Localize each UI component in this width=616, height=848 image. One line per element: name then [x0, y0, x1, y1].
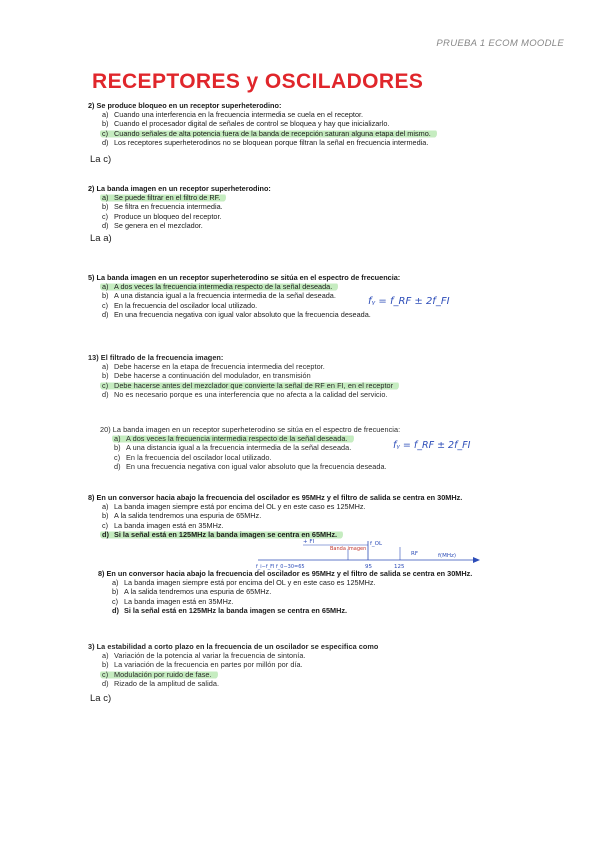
question-block-1: [88, 101, 437, 147]
page-title: RECEPTORES y OSCILADORES: [92, 70, 424, 93]
option-b: b) A una distancia igual a la frecuencia intermedia de la señal deseada.: [102, 291, 336, 301]
question-stem: 2) La banda imagen en un receptor superheterodino:: [88, 184, 271, 193]
handwritten-formula: fᵧ = f_RF ± 2f_FI: [368, 296, 450, 307]
question-block-7: [98, 569, 472, 615]
option-d: d) Se genera en el mezclador.: [102, 220, 203, 230]
option-c: c) La banda imagen está en 35MHz.: [112, 596, 234, 606]
image-band-label: Banda imagen: [330, 546, 367, 552]
axis-unit-label: f(MHz): [438, 553, 456, 559]
option-b: b) A la salida tendremos una espuria de 65MHz.: [102, 511, 262, 521]
option-d: d) Si la señal está en 125MHz la banda imagen se centra en 65MHz.: [112, 605, 348, 615]
question-stem: 20) La banda imagen en un receptor superheterodino se sitúa en el espectro de frecuencia:: [100, 425, 401, 434]
option-a: a) La banda imagen siempre está por encima del OL y en este caso es 125MHz.: [102, 502, 366, 512]
question-stem: 8) En un conversor hacia abajo la frecuencia del oscilador es 95MHz y el filtro de salida se centra en 30MHz.: [88, 493, 463, 502]
option-b: b) La variación de la frecuencia en partes por millón por día.: [102, 660, 303, 670]
option-d: d) Si la señal está en 125MHz la banda imagen se centra en 65MHz.: [102, 530, 462, 539]
option-b: b) Cuando el procesador digital de señales de control se bloquea y hay que inicializarlo.: [102, 119, 390, 129]
answer-note: La a): [90, 233, 112, 244]
question-stem: 8) En un conversor hacia abajo la frecuencia del oscilador es 95MHz y el filtro de salida se centra en 30MHz.: [98, 569, 473, 578]
question-stem: 2) Se produce bloqueo en un receptor superheterodino:: [88, 101, 282, 110]
question-block-4: [88, 353, 399, 399]
option-d: d) No es necesario porque es una interferencia que no afecta a la calidad del servicio.: [102, 389, 388, 399]
fol-label: f_OL: [370, 541, 383, 547]
left-annotation: f_i−f_FI f_0−30=65: [256, 564, 305, 570]
option-c: c) En la frecuencia del oscilador local utilizado.: [102, 300, 258, 310]
question-block-3: [88, 273, 400, 319]
option-c: c) Debe hacerse antes del mezclador que convierte la señal de RF en FI, en el receptor: [102, 381, 399, 390]
option-a: a) Variación de la potencia al variar la frecuencia de sintonía.: [102, 651, 306, 661]
option-c: c) La banda imagen está en 35MHz.: [102, 520, 224, 530]
option-b: b) Se filtra en frecuencia intermedia.: [102, 202, 223, 212]
answer-note: La c): [90, 693, 112, 704]
option-d: d) Rizado de la amplitud de salida.: [102, 678, 220, 688]
option-b: b) Debe hacerse a continuación del modulador, en transmisión: [102, 371, 311, 381]
option-c: c) Modulación por ruido de fase.: [102, 670, 378, 679]
option-a: a) Se puede filtrar en el filtro de RF.: [102, 193, 271, 202]
option-a: a) Cuando una interferencia en la frecuencia intermedia se cuela en el receptor.: [102, 110, 364, 120]
question-block-2: [88, 184, 271, 230]
question-stem: 13) El filtrado de la frecuencia imagen:: [88, 353, 224, 362]
tick-95: 95: [365, 564, 372, 570]
question-stem: 5) La banda imagen en un receptor superheterodino se sitúa en el espectro de frecuencia:: [88, 273, 401, 282]
question-block-6: [88, 493, 462, 539]
handwritten-formula: fᵧ = f_RF ± 2f_FI: [393, 440, 471, 451]
option-a: a) Debe hacerse en la etapa de frecuencia intermedia del receptor.: [102, 362, 325, 372]
question-block-5: [100, 425, 400, 471]
option-b: b) A una distancia igual a la frecuencia intermedia de la señal deseada.: [114, 443, 352, 453]
fi-label: + FI: [303, 539, 315, 545]
page-header: PRUEBA 1 ECOM MOODLE: [436, 38, 564, 49]
option-a: a) La banda imagen siempre está por encima del OL y en este caso es 125MHz.: [112, 578, 376, 588]
answer-note: La c): [90, 154, 112, 165]
option-b: b) A la salida tendremos una espuria de 65MHz.: [112, 587, 272, 597]
question-block-8: [88, 642, 378, 688]
tick-125: 125: [394, 564, 405, 570]
option-c: c) Produce un bloqueo del receptor.: [102, 211, 222, 221]
option-d: d) En una frecuencia negativa con igual valor absoluto que la frecuencia deseada.: [102, 309, 371, 319]
question-stem: 3) La estabilidad a corto plazo en la frecuencia de un oscilador se especifica como: [88, 642, 379, 651]
option-a: a) A dos veces la frecuencia intermedia respecto de la señal deseada.: [102, 282, 400, 291]
axis-arrow: [473, 557, 480, 563]
spectrum-sketch: [248, 535, 488, 571]
option-d: d) En una frecuencia negativa con igual valor absoluto que la frecuencia deseada.: [114, 461, 387, 471]
option-a: a) A dos veces la frecuencia intermedia respecto de la señal deseada.: [114, 434, 400, 443]
option-c: c) Cuando señales de alta potencia fuera de la banda de recepción saturan alguna etapa del mismo.: [102, 129, 437, 138]
option-d: d) Los receptores superheterodinos no se bloquean porque filtran la señal en frecuencia intermedia.: [102, 137, 429, 147]
option-c: c) En la frecuencia del oscilador local utilizado.: [114, 452, 272, 462]
rf-label: RF: [411, 551, 418, 557]
